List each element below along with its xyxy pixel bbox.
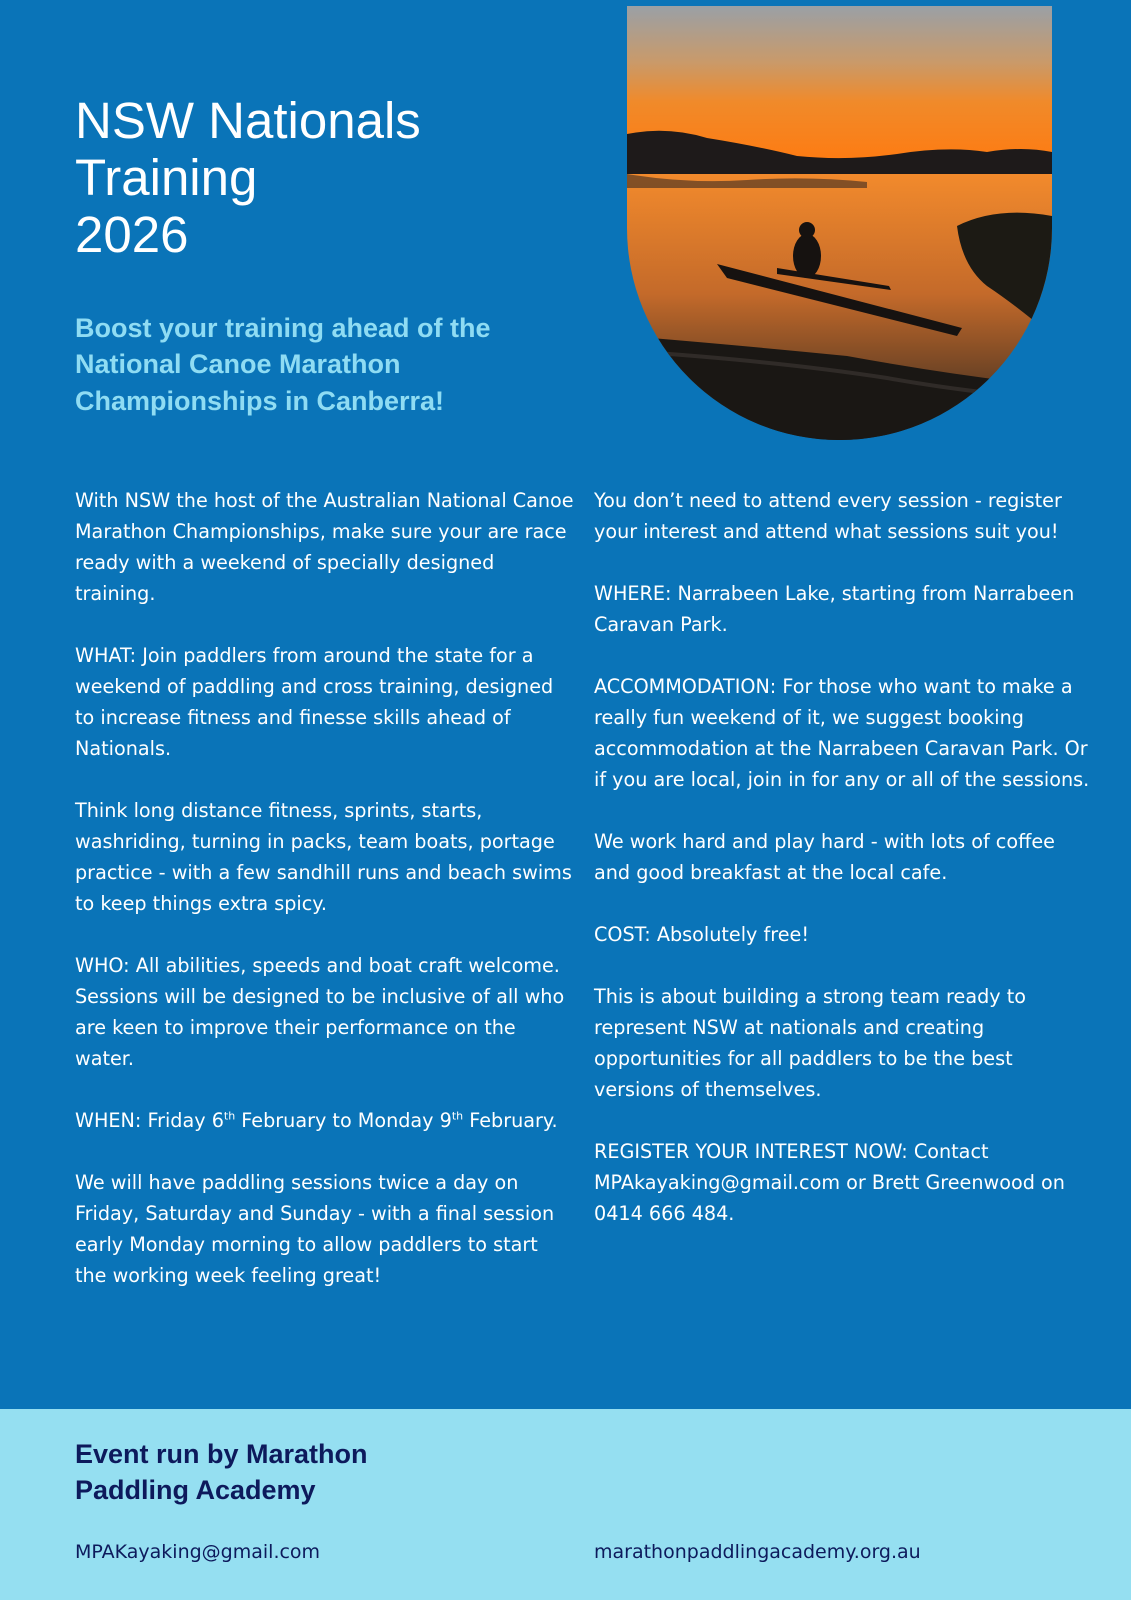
cost-paragraph: COST: Absolutely free! xyxy=(594,923,810,946)
footer-title-line-2: Paddling Academy xyxy=(75,1475,316,1506)
what-paragraph: WHAT: Join paddlers from around the state for a weekend of paddling and cross training, designed to increase fitness and finesse skills ahead of Nationals. xyxy=(75,644,554,760)
left-column xyxy=(75,485,575,1322)
when-sup-2: th xyxy=(451,1109,464,1123)
team-paragraph: This is about building a strong team ready to represent NSW at nationals and creating opportunities for all paddlers to be the best versions of themselves. xyxy=(594,985,1026,1101)
when-sup-1: th xyxy=(223,1109,236,1123)
title-line-2: Training xyxy=(75,149,258,207)
subtitle: Boost your training ahead of the National Canoe Marathon Championships in Canberra! xyxy=(75,313,491,416)
sessions-paragraph: We will have paddling sessions twice a day on Friday, Saturday and Sunday - with a final session early Monday morning to allow paddlers to start the working week feeling great! xyxy=(75,1171,555,1287)
footer-email-link[interactable]: MPAKayaking@gmail.com xyxy=(75,1541,321,1563)
who-paragraph: WHO: All abilities, speeds and boat craft welcome. Sessions will be designed to be inclusive of all who are keen to improve their performance on the water. xyxy=(75,954,565,1070)
title-line-3: 2026 xyxy=(75,206,189,264)
title-line-1: NSW Nationals xyxy=(75,92,421,149)
attend-paragraph: You don’t need to attend every session - register your interest and attend what sessions suit you! xyxy=(594,489,1062,543)
register-paragraph: REGISTER YOUR INTEREST NOW: Contact MPAkayaking@gmail.com or Brett Greenwood on 0414 666 484. xyxy=(594,1140,1065,1225)
when-prefix: WHEN: Friday 6 xyxy=(75,1109,224,1132)
footer-title-line-1: Event run by Marathon xyxy=(75,1439,368,1469)
where-paragraph: WHERE: Narrabeen Lake, starting from Narrabeen Caravan Park. xyxy=(594,582,1075,636)
accommodation-paragraph: ACCOMMODATION: For those who want to make a really fun weekend of it, we suggest booking accommodation at the Narrabeen Caravan Park. Or if you are local, join in for any or all of the sessions. xyxy=(594,675,1090,791)
when-middle: February to Monday 9 xyxy=(235,1109,452,1132)
sunset-kayaker-photo xyxy=(627,6,1052,440)
think-paragraph: Think long distance fitness, sprints, starts, washriding, turning in packs, team boats, portage practice - with a few sandhill runs and beach swims to keep things extra spicy. xyxy=(75,799,572,915)
work-play-paragraph: We work hard and play hard - with lots of coffee and good breakfast at the local cafe. xyxy=(594,830,1055,884)
when-paragraph xyxy=(75,1105,575,1136)
when-suffix: February. xyxy=(463,1109,558,1132)
page-title xyxy=(75,92,595,263)
footer-website-link[interactable]: marathonpaddlingacademy.org.au xyxy=(594,1541,921,1563)
footer xyxy=(0,1409,1131,1600)
footer-title xyxy=(75,1436,475,1509)
intro-paragraph: With NSW the host of the Australian National Canoe Marathon Championships, make sure your are race ready with a weekend of specially designed training. xyxy=(75,489,574,605)
right-column xyxy=(594,485,1094,1260)
